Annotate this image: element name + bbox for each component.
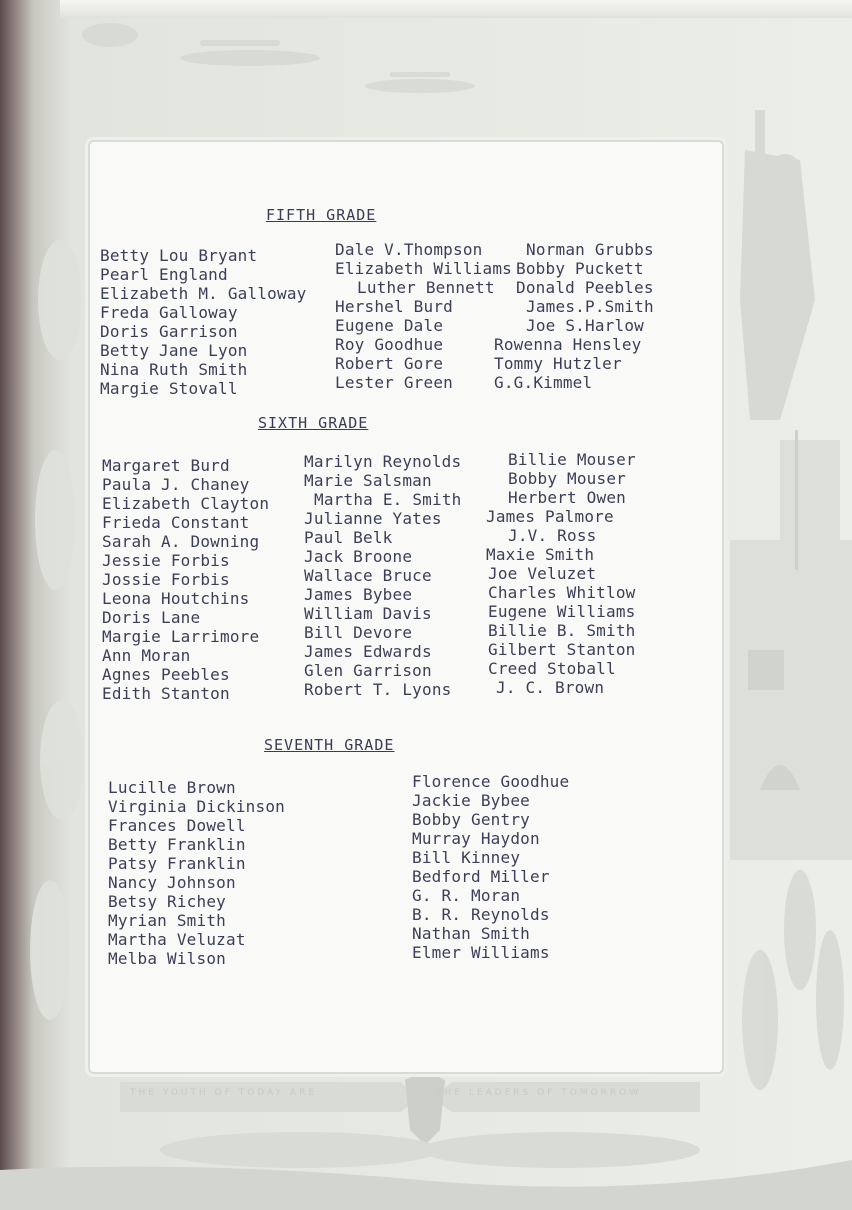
student-name: Bedford Miller: [412, 867, 550, 886]
student-name: Paul Belk: [304, 528, 393, 547]
student-name: Betsy Richey: [108, 892, 226, 911]
student-name: Paula J. Chaney: [102, 475, 250, 494]
motto-right: THE LEADERS OF TOMORROW: [436, 1088, 642, 1098]
student-name: Sarah A. Downing: [102, 532, 260, 551]
student-name: James Bybee: [304, 585, 413, 604]
student-name: Dale V.Thompson: [335, 240, 483, 259]
fifth-grade-heading: FIFTH GRADE: [266, 206, 377, 224]
student-name: Florence Goodhue: [412, 772, 570, 791]
student-name: Doris Garrison: [100, 322, 238, 341]
student-name: Tommy Hutzler: [494, 354, 622, 373]
student-name: Billie B. Smith: [488, 621, 636, 640]
student-name: Robert Gore: [335, 354, 444, 373]
fifth-grade-column-2: [335, 240, 512, 392]
student-name: Murray Haydon: [412, 829, 540, 848]
student-name: J.V. Ross: [508, 526, 597, 545]
student-name: Betty Franklin: [108, 835, 246, 854]
seventh-grade-column-1: [108, 778, 285, 968]
fifth-grade-column-1: [100, 246, 307, 398]
student-name: Bobby Puckett: [516, 259, 644, 278]
student-name: Rowenna Hensley: [494, 335, 642, 354]
student-name: Nina Ruth Smith: [100, 360, 248, 379]
student-name: Agnes Peebles: [102, 665, 230, 684]
student-name: Roy Goodhue: [335, 335, 444, 354]
student-name: Margie Larrimore: [102, 627, 260, 646]
student-name: Glen Garrison: [304, 661, 432, 680]
student-name: James Palmore: [486, 507, 614, 526]
student-name: Martha E. Smith: [314, 490, 462, 509]
student-name: Joe S.Harlow: [526, 316, 644, 335]
student-name: Marilyn Reynolds: [304, 452, 462, 471]
student-name: Jossie Forbis: [102, 570, 230, 589]
student-name: Margaret Burd: [102, 456, 230, 475]
student-name: Patsy Franklin: [108, 854, 246, 873]
student-name: Jack Broone: [304, 547, 413, 566]
student-name: Freda Galloway: [100, 303, 238, 322]
sixth-grade-heading: SIXTH GRADE: [258, 414, 369, 432]
student-name: Wallace Bruce: [304, 566, 432, 585]
student-name: Leona Houtchins: [102, 589, 250, 608]
student-name: Bill Kinney: [412, 848, 521, 867]
student-name: Luther Bennett: [357, 278, 495, 297]
student-name: Lester Green: [335, 373, 453, 392]
student-name: Donald Peebles: [516, 278, 654, 297]
student-name: Melba Wilson: [108, 949, 226, 968]
student-name: Maxie Smith: [486, 545, 595, 564]
sixth-grade-column-2: [304, 452, 462, 699]
motto-banner: [120, 1088, 720, 1102]
student-name: Elizabeth M. Galloway: [100, 284, 307, 303]
student-name: G.G.Kimmel: [494, 373, 593, 392]
student-name: Nathan Smith: [412, 924, 530, 943]
student-name: Julianne Yates: [304, 509, 442, 528]
student-name: Hershel Burd: [335, 297, 453, 316]
student-name: Gilbert Stanton: [488, 640, 636, 659]
student-name: Frances Dowell: [108, 816, 246, 835]
student-name: Eugene Williams: [488, 602, 636, 621]
motto-left: THE YOUTH OF TODAY ARE: [130, 1088, 318, 1098]
student-name: B. R. Reynolds: [412, 905, 550, 924]
student-name: Bill Devore: [304, 623, 413, 642]
student-name: Bobby Gentry: [412, 810, 530, 829]
student-name: William Davis: [304, 604, 432, 623]
seventh-grade-column-2: [412, 772, 569, 962]
seventh-grade-heading: SEVENTH GRADE: [264, 736, 395, 754]
student-name: Elizabeth Clayton: [102, 494, 270, 513]
student-name: Virginia Dickinson: [108, 797, 285, 816]
student-name: James Edwards: [304, 642, 432, 661]
student-name: Edith Stanton: [102, 684, 230, 703]
student-name: Eugene Dale: [335, 316, 444, 335]
student-name: Lucille Brown: [108, 778, 236, 797]
fifth-grade-column-3: [494, 240, 654, 392]
student-name: Charles Whitlow: [488, 583, 636, 602]
student-name: Joe Veluzet: [488, 564, 597, 583]
student-name: Martha Veluzat: [108, 930, 246, 949]
student-name: Nancy Johnson: [108, 873, 236, 892]
student-name: Elmer Williams: [412, 943, 550, 962]
student-name: Marie Salsman: [304, 471, 432, 490]
student-name: Ann Moran: [102, 646, 191, 665]
student-name: Betty Lou Bryant: [100, 246, 258, 265]
student-name: Jessie Forbis: [102, 551, 230, 570]
student-name: Betty Jane Lyon: [100, 341, 248, 360]
student-name: Margie Stovall: [100, 379, 238, 398]
student-name: Pearl England: [100, 265, 228, 284]
student-name: Myrian Smith: [108, 911, 226, 930]
student-name: Billie Mouser: [508, 450, 636, 469]
student-name: Frieda Constant: [102, 513, 250, 532]
roster-panel: [88, 140, 724, 1074]
student-name: Creed Stoball: [488, 659, 616, 678]
student-name: Elizabeth Williams: [335, 259, 512, 278]
student-name: Bobby Mouser: [508, 469, 626, 488]
student-name: James.P.Smith: [526, 297, 654, 316]
student-name: J. C. Brown: [496, 678, 605, 697]
student-name: Norman Grubbs: [526, 240, 654, 259]
student-name: Jackie Bybee: [412, 791, 530, 810]
student-name: Herbert Owen: [508, 488, 626, 507]
sixth-grade-column-3: [486, 450, 636, 697]
student-name: Robert T. Lyons: [304, 680, 452, 699]
sixth-grade-column-1: [102, 456, 269, 703]
student-name: Doris Lane: [102, 608, 201, 627]
student-name: G. R. Moran: [412, 886, 521, 905]
